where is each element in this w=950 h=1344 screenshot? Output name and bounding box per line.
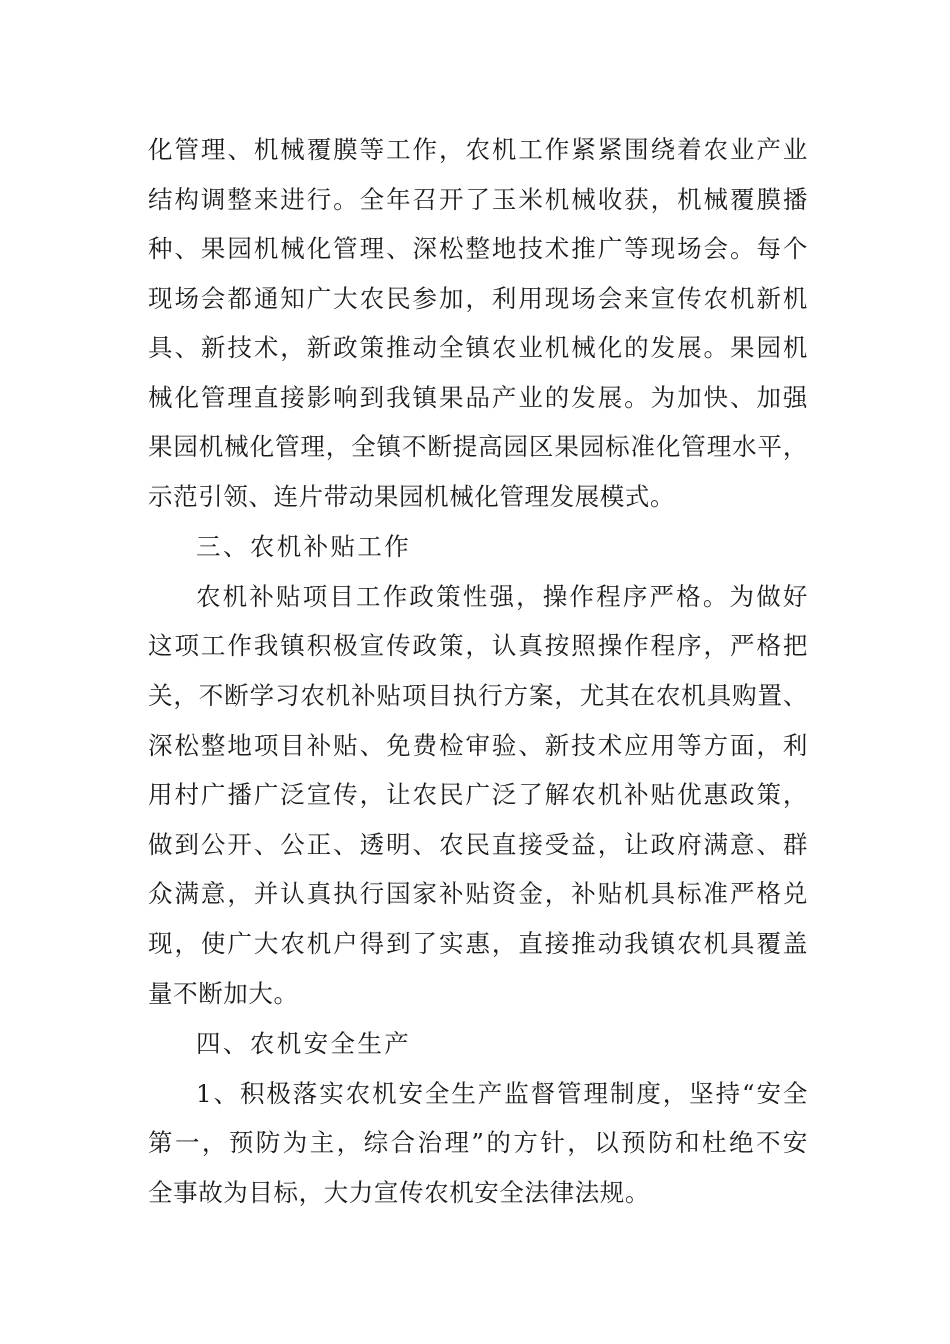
paragraph-line: 1、积极落实农机安全生产监督管理制度，坚持“安全: [196, 1079, 808, 1108]
paragraph-line: 示范引领、连片带动果园机械化管理发展模式。: [148, 482, 676, 511]
paragraph-line: 果园机械化管理，全镇不断提高园区果园标准化管理水平，: [148, 432, 808, 461]
paragraph-line: 具、新技术，新政策推动全镇农业机械化的发展。果园机: [148, 333, 808, 362]
paragraph-line: 全事故为目标，大力宣传农机安全法律法规。: [148, 1178, 650, 1207]
paragraph-line: 众满意，并认真执行国家补贴资金，补贴机具标准严格兑: [148, 879, 808, 908]
paragraph-line: 用村广播广泛宣传，让农民广泛了解农机补贴优惠政策，: [148, 780, 808, 809]
paragraph-line: 种、果园机械化管理、深松整地技术推广等现场会。每个: [148, 234, 808, 263]
paragraph-line: 第一，预防为主，综合治理”的方针，以预防和杜绝不安: [148, 1128, 808, 1157]
paragraph-line: 深松整地项目补贴、免费检审验、新技术应用等方面，利: [148, 731, 808, 760]
paragraph-line: 农机补贴项目工作政策性强，操作程序严格。为做好: [196, 582, 808, 611]
paragraph-line: 化管理、机械覆膜等工作，农机工作紧紧围绕着农业产业: [148, 135, 808, 164]
paragraph-line: 做到公开、公正、透明、农民直接受益，让政府满意、群: [148, 830, 808, 859]
paragraph-line: 量不断加大。: [148, 979, 299, 1008]
paragraph-line: 械化管理直接影响到我镇果品产业的发展。为加快、加强: [148, 383, 808, 412]
paragraph-line: 这项工作我镇积极宣传政策，认真按照操作程序，严格把: [148, 631, 808, 660]
paragraph-line: 现，使广大农机户得到了实惠，直接推动我镇农机具覆盖: [148, 929, 808, 958]
paragraph-line: 结构调整来进行。全年召开了玉米机械收获，机械覆膜播: [148, 185, 808, 214]
paragraph-line: 关，不断学习农机补贴项目执行方案，尤其在农机具购置、: [148, 681, 808, 710]
section-heading: 三、农机补贴工作: [196, 532, 412, 561]
section-heading: 四、农机安全生产: [196, 1029, 412, 1058]
paragraph-line: 现场会都通知广大农民参加，利用现场会来宣传农机新机: [148, 284, 808, 313]
